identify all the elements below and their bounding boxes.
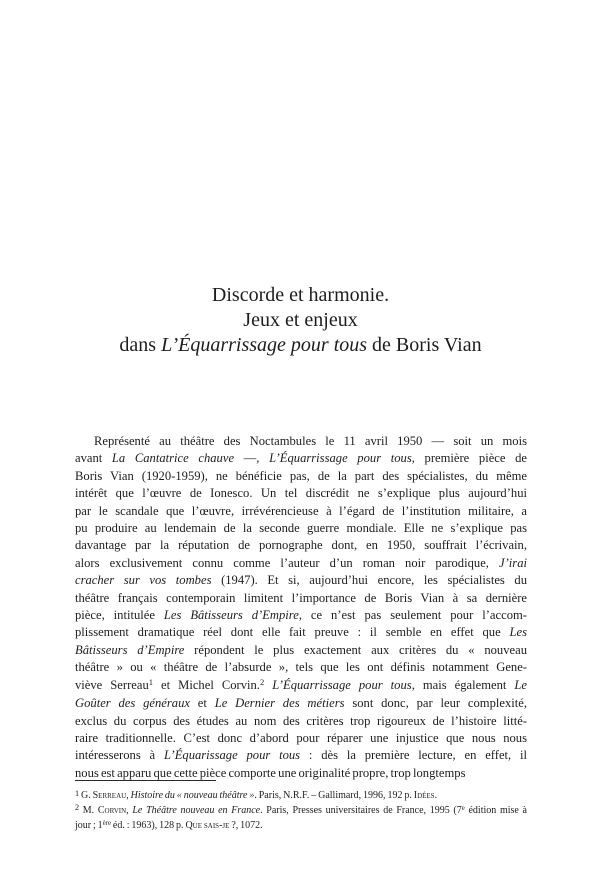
italic-text: Le Théâtre nouveau en France	[132, 804, 261, 816]
body-text-line	[75, 713, 527, 730]
italic-text: Les	[509, 625, 527, 640]
text-segment: jour ; 1	[75, 820, 103, 832]
text-segment: G.	[79, 790, 93, 801]
body-text-line	[75, 695, 527, 712]
text-segment: , première pièce de	[411, 451, 527, 466]
italic-text: J’irai	[499, 555, 527, 570]
superscript: 1	[148, 677, 154, 688]
text-segment: Jeux et enjeux	[243, 309, 358, 331]
italic-text: La Cantatrice chauve	[111, 451, 235, 466]
text-segment: ,	[126, 804, 133, 816]
text-segment: Boris Vian (1920-1959), ne bénéficie pas, de la part des spécialistes, du même	[75, 468, 527, 483]
italic-text: Histoire du « nouveau théâtre »	[130, 790, 255, 801]
italic-text: Goûter des généraux	[75, 696, 190, 711]
text-segment: édition mise à	[464, 804, 527, 816]
small-caps-text: Corvin	[97, 804, 127, 816]
body-text-line	[75, 642, 527, 659]
text-segment: théâtre français contemporain limitent l’importance de Boris Vian à sa dernière	[75, 590, 527, 605]
body-text-line	[75, 572, 527, 589]
body-text-line	[75, 659, 527, 676]
italic-text: L’Équarissage pour tous	[163, 748, 301, 763]
text-segment: davantage par la réputation de pornographe dont, en 1950, souffrait l’écrivain,	[75, 538, 527, 553]
text-segment: théâtre » ou « théâtre de l’absurde », tels que les ont définis notamment Gene-	[75, 660, 527, 675]
body-text-line	[75, 590, 527, 607]
body-text-line	[75, 450, 527, 467]
body-text-line	[75, 624, 527, 641]
text-segment: (1947). Et si, aujourd’hui encore, les spécialistes du	[211, 573, 527, 588]
italic-text: Le	[514, 677, 527, 692]
superscript: ère	[102, 820, 111, 828]
small-caps-text: Que sais-je	[185, 820, 230, 832]
text-segment: raire traditionnelle. C’est donc d’abord pour réparer une injustice que nous nous	[75, 730, 527, 745]
body-text-line	[75, 520, 527, 537]
text-segment: nous est apparu que cette pièce comporte une originalité propre, trop longtemps	[75, 765, 466, 780]
italic-text: cracher sur vos tombes	[75, 573, 212, 588]
text-segment: plissement dramatique réel dont elle fait preuve : il semble en effet que	[75, 625, 510, 640]
text-segment: ,	[126, 790, 131, 801]
text-segment: dans	[119, 334, 162, 356]
small-caps-text: Serreau	[92, 790, 127, 801]
footnote-separator	[75, 780, 216, 781]
text-segment: pu produire au lendemain de la seconde guerre mondiale. Elle ne s’explique pas	[75, 521, 527, 536]
text-segment: éd. : 1963), 128 p.	[111, 820, 186, 832]
body-text-line	[75, 485, 527, 502]
body-text-line	[75, 433, 527, 450]
text-segment: M.	[79, 804, 98, 816]
superscript: 2	[75, 803, 80, 813]
text-segment: Représenté au théâtre des Noctambules le 11 avril 1950 — soit un mois	[94, 434, 527, 448]
text-segment: ?, 1072.	[229, 820, 263, 832]
superscript: 1	[75, 788, 80, 798]
text-segment: pièce, intitulée	[75, 608, 164, 623]
italic-text: Le Dernier des métiers	[214, 696, 345, 711]
body-text-line	[75, 537, 527, 554]
text-segment: . Paris, Presses universitaires de France, 1995 (7	[260, 804, 462, 816]
body-text-line	[75, 677, 527, 695]
title-line	[0, 283, 601, 308]
small-caps-text: Idées	[413, 790, 435, 801]
text-segment: .	[434, 790, 438, 801]
italic-text: L’Équarrissage pour tous	[269, 451, 412, 466]
text-segment: et Michel Corvin.	[153, 677, 260, 692]
footnote-line	[75, 789, 527, 804]
text-segment: et	[189, 696, 215, 711]
text-segment: —,	[234, 451, 270, 466]
article-title	[0, 283, 601, 358]
title-line	[0, 333, 601, 358]
text-segment: par le scandale que l’œuvre, irrévérencieuse à l’égard de l’institution militaire, a	[75, 503, 527, 518]
body-paragraph	[75, 433, 527, 782]
body-text-line	[75, 503, 527, 520]
text-segment: , mais également	[411, 677, 515, 692]
italic-text: Bâtisseurs d’Empire	[75, 642, 185, 657]
text-segment: alors exclusivement connu comme l’auteur d’un roman noir parodique,	[75, 555, 500, 570]
footnote-line	[75, 804, 527, 820]
text-segment: : dès la première lecture, en effet, il	[300, 748, 528, 763]
text-segment: avant	[75, 451, 112, 466]
text-segment: répondent le plus exactement aux critères du « nouveau	[184, 642, 528, 657]
footnote-line	[75, 819, 527, 835]
body-text-line	[75, 607, 527, 624]
text-segment: , ce n’est pas seulement pour l’accom-	[298, 608, 527, 623]
text-segment: sont donc, par leur complexité,	[344, 696, 527, 711]
italic-text: Les Bâtisseurs d’Empire	[163, 608, 299, 623]
body-text-line	[75, 747, 527, 764]
text-segment: de Boris Vian	[367, 334, 482, 356]
superscript: e	[461, 804, 465, 812]
body-text-line	[75, 730, 527, 747]
text-segment: intéresserons à	[75, 748, 164, 763]
italic-text: L’Équarrissage pour tous	[161, 334, 368, 356]
text-segment: exclus du corpus des études au nom des critères trop rigoureux de l’histoire litté-	[75, 713, 527, 728]
text-segment: Discorde et harmonie.	[211, 284, 390, 306]
body-text-line	[75, 555, 527, 572]
footnotes	[75, 789, 527, 835]
text-segment: . Paris, N.R.F. – Gallimard, 1996, 192 p.	[254, 790, 414, 801]
title-line	[0, 308, 601, 333]
italic-text: L’Équarrissage pour tous	[272, 677, 412, 692]
body-text-line	[75, 468, 527, 485]
superscript: 2	[259, 677, 265, 688]
text-segment: intérêt que l’œuvre de Ionesco. Un tel discrédit ne s’explique plus aujourd’hui	[75, 486, 527, 501]
text-segment: viève Serreau	[75, 677, 149, 692]
